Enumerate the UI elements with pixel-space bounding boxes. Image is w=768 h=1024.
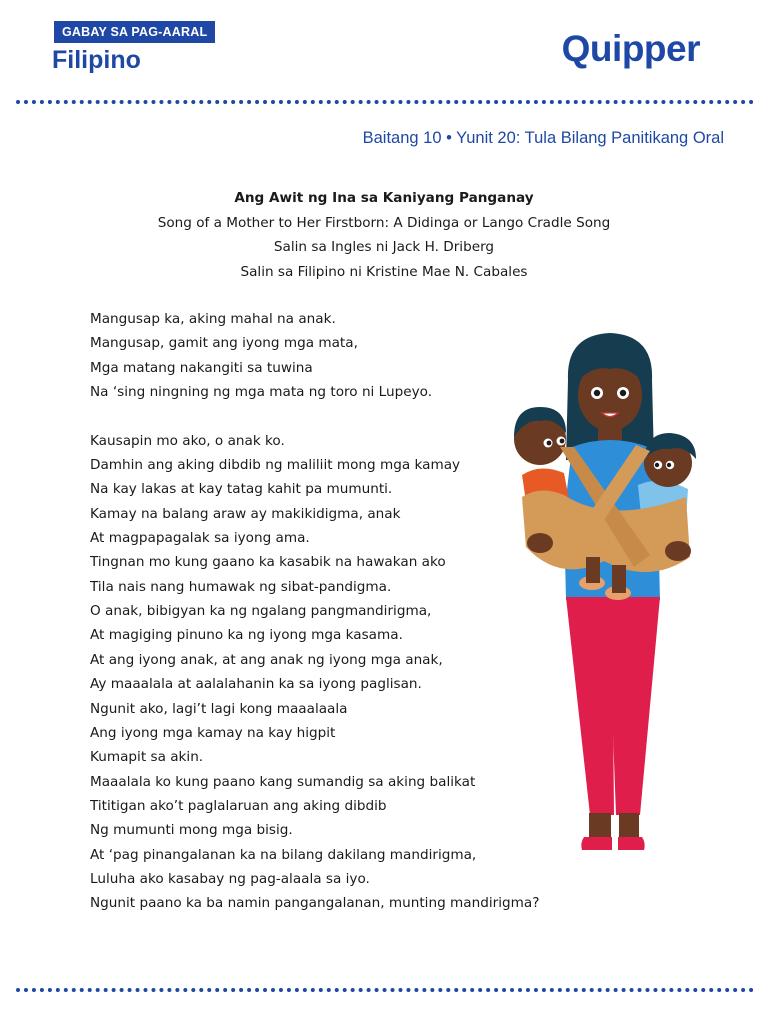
- poem-line: Mangusap, gamit ang iyong mga mata,: [90, 335, 358, 352]
- poem-line: Tititigan ako’t paglalaruan ang aking dibdib: [90, 797, 387, 814]
- poem-line: At ang iyong anak, at ang anak ng iyong mga anak,: [90, 651, 443, 668]
- stanza-1: [90, 307, 520, 404]
- poem-line: Tingnan mo kung gaano ka kasabik na hawakan ako: [90, 554, 446, 571]
- poem-subtitle: Song of a Mother to Her Firstborn: A Didinga or Lango Cradle Song: [157, 214, 611, 231]
- filipino-translator-credit: Salin sa Filipino ni Kristine Mae N. Cabales: [240, 263, 528, 280]
- poem-title: Ang Awit ng Ina sa Kaniyang Panganay: [234, 190, 534, 206]
- poem-line: Kausapin mo ako, o anak ko.: [90, 432, 285, 449]
- poem-line: Maaalala ko kung paano kang sumandig sa aking balikat: [90, 773, 476, 790]
- study-guide-badge: GABAY SA PAG-AARAL: [54, 21, 215, 43]
- poem-line: Tila nais nang humawak ng sibat-pandigma.: [90, 578, 392, 595]
- poem-line: O anak, bibigyan ka ng ngalang pangmandirigma,: [90, 603, 432, 620]
- mother-carrying-two-babies-illustration: [500, 325, 710, 860]
- poem-line: Ay maaalala at aalalahanin ka sa iyong paglisan.: [90, 676, 422, 693]
- poem-line: Na ‘sing ningning ng mga mata ng toro ni Lupeyo.: [90, 384, 433, 401]
- quipper-logo: Quipper: [561, 28, 700, 69]
- poem-line: Kamay na balang araw ay makikidigma, anak: [90, 505, 401, 522]
- poem-line: Ang iyong mga kamay na kay higpit: [90, 724, 336, 741]
- poem-line: Luluha ako kasabay ng pag-alaala sa iyo.: [90, 870, 370, 887]
- poem-line: Ngunit paano ka ba namin pangangalanan, munting mandirigma?: [90, 895, 540, 912]
- poem-line: At ‘pag pinangalanan ka na bilang dakilang mandirigma,: [90, 846, 477, 863]
- poem-line: Ng mumunti mong mga bisig.: [90, 822, 293, 839]
- poem-line: Kumapit sa akin.: [90, 749, 204, 766]
- bottom-dotted-divider: [16, 988, 754, 992]
- english-translator-credit: Salin sa Ingles ni Jack H. Driberg: [273, 239, 495, 255]
- poem-line: Mangusap ka, aking mahal na anak.: [90, 311, 336, 327]
- poem-body: [90, 307, 540, 916]
- grade-unit-heading: Baitang 10 • Yunit 20: Tula Bilang Panitikang Oral: [362, 129, 724, 147]
- poem-line: At magiging pinuno ka ng iyong mga kasama.: [90, 627, 403, 644]
- poem-heading: [0, 186, 768, 284]
- poem-line: Mga matang nakangiti sa tuwina: [90, 359, 313, 376]
- poem-line: Ngunit ako, lagi’t lagi kong maaalaala: [90, 700, 348, 717]
- poem-line: At magpapagalak sa iyong ama.: [90, 530, 310, 547]
- poem-line: Damhin ang aking dibdib ng maliliit mong mga kamay: [90, 457, 461, 474]
- poem-line: Na kay lakas at kay tatag kahit pa mumunti.: [90, 481, 393, 498]
- stanza-2: [90, 429, 540, 916]
- stanza-break: [90, 404, 520, 428]
- subject-title: Filipino: [52, 46, 141, 74]
- top-dotted-divider: [16, 100, 754, 104]
